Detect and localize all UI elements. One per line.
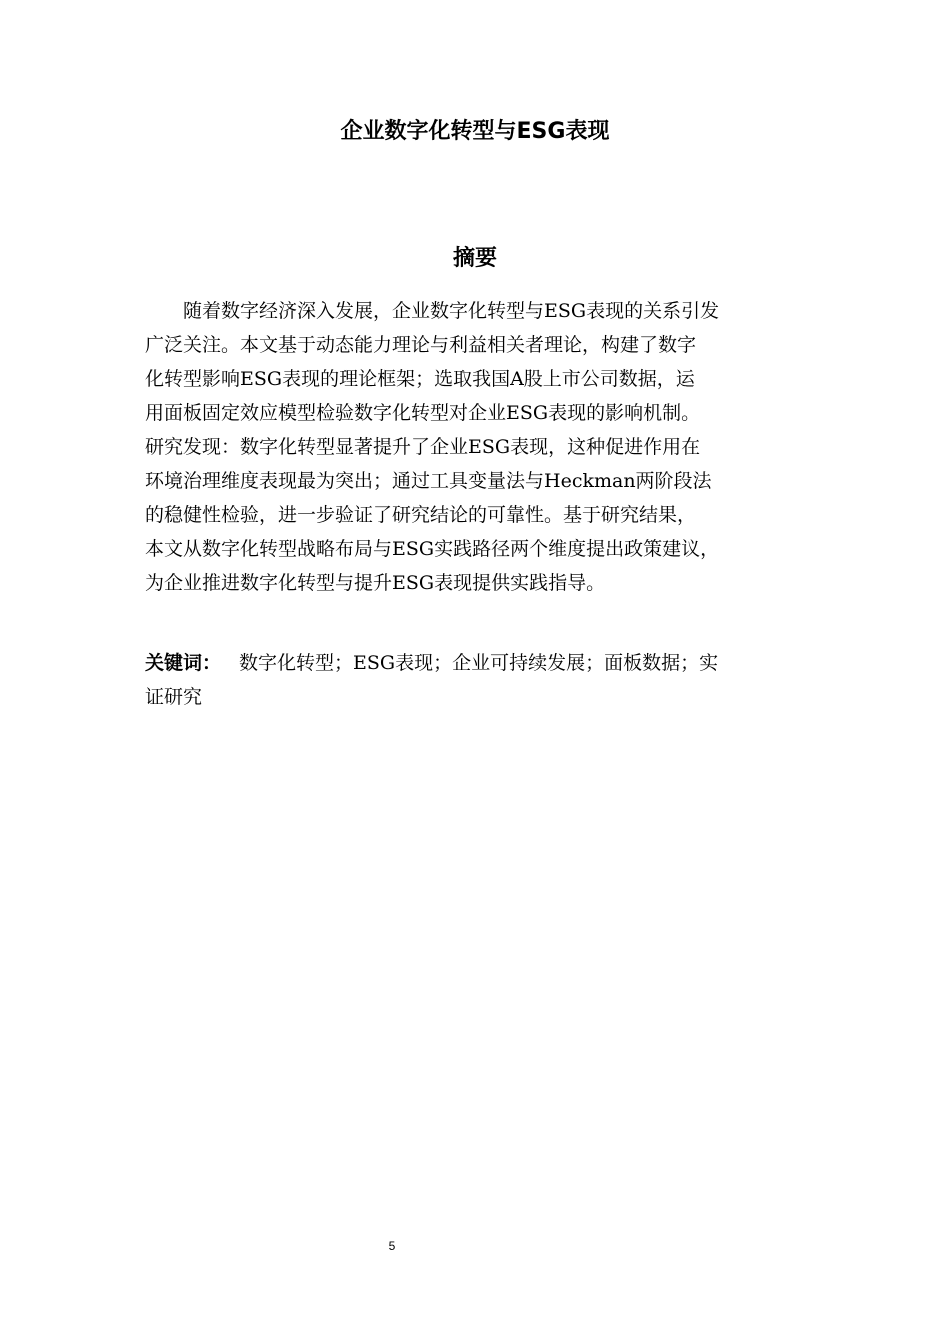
keywords-section bbox=[145, 646, 825, 714]
keywords-line-2: 证研究 bbox=[145, 686, 203, 708]
abstract-line-6: 环境治理维度表现最为突出；通过工具变量法与Heckman两阶段法 bbox=[145, 470, 712, 492]
document-title: 企业数字化转型与ESG表现 bbox=[340, 119, 610, 144]
abstract-line-2: 广泛关注。本文基于动态能力理论与利益相关者理论，构建了数字 bbox=[145, 334, 697, 356]
page-number: 5 bbox=[388, 1239, 396, 1253]
abstract-line-4: 用面板固定效应模型检验数字化转型对企业ESG表现的影响机制。 bbox=[145, 402, 701, 424]
abstract-line-1: 随着数字经济深入发展，企业数字化转型与ESG表现的关系引发 bbox=[145, 300, 720, 322]
abstract-line-9: 为企业推进数字化转型与提升ESG表现提供实践指导。 bbox=[145, 572, 606, 594]
abstract-line-3: 化转型影响ESG表现的理论框架；选取我国A股上市公司数据，运 bbox=[145, 368, 695, 390]
abstract-line-7: 的稳健性检验，进一步验证了研究结论的可靠性。基于研究结果， bbox=[145, 504, 697, 526]
abstract-line-5: 研究发现：数字化转型显著提升了企业ESG表现，这种促进作用在 bbox=[145, 436, 701, 458]
abstract-heading: 摘要 bbox=[452, 246, 497, 271]
keywords-text-1: 数字化转型；ESG表现；企业可持续发展；面板数据；实 bbox=[239, 652, 719, 674]
keywords-label: 关键词： bbox=[145, 652, 222, 674]
abstract-line-8: 本文从数字化转型战略布局与ESG实践路径两个维度提出政策建议， bbox=[145, 538, 720, 560]
keywords-line-1 bbox=[145, 646, 825, 680]
abstract-body bbox=[145, 294, 825, 600]
